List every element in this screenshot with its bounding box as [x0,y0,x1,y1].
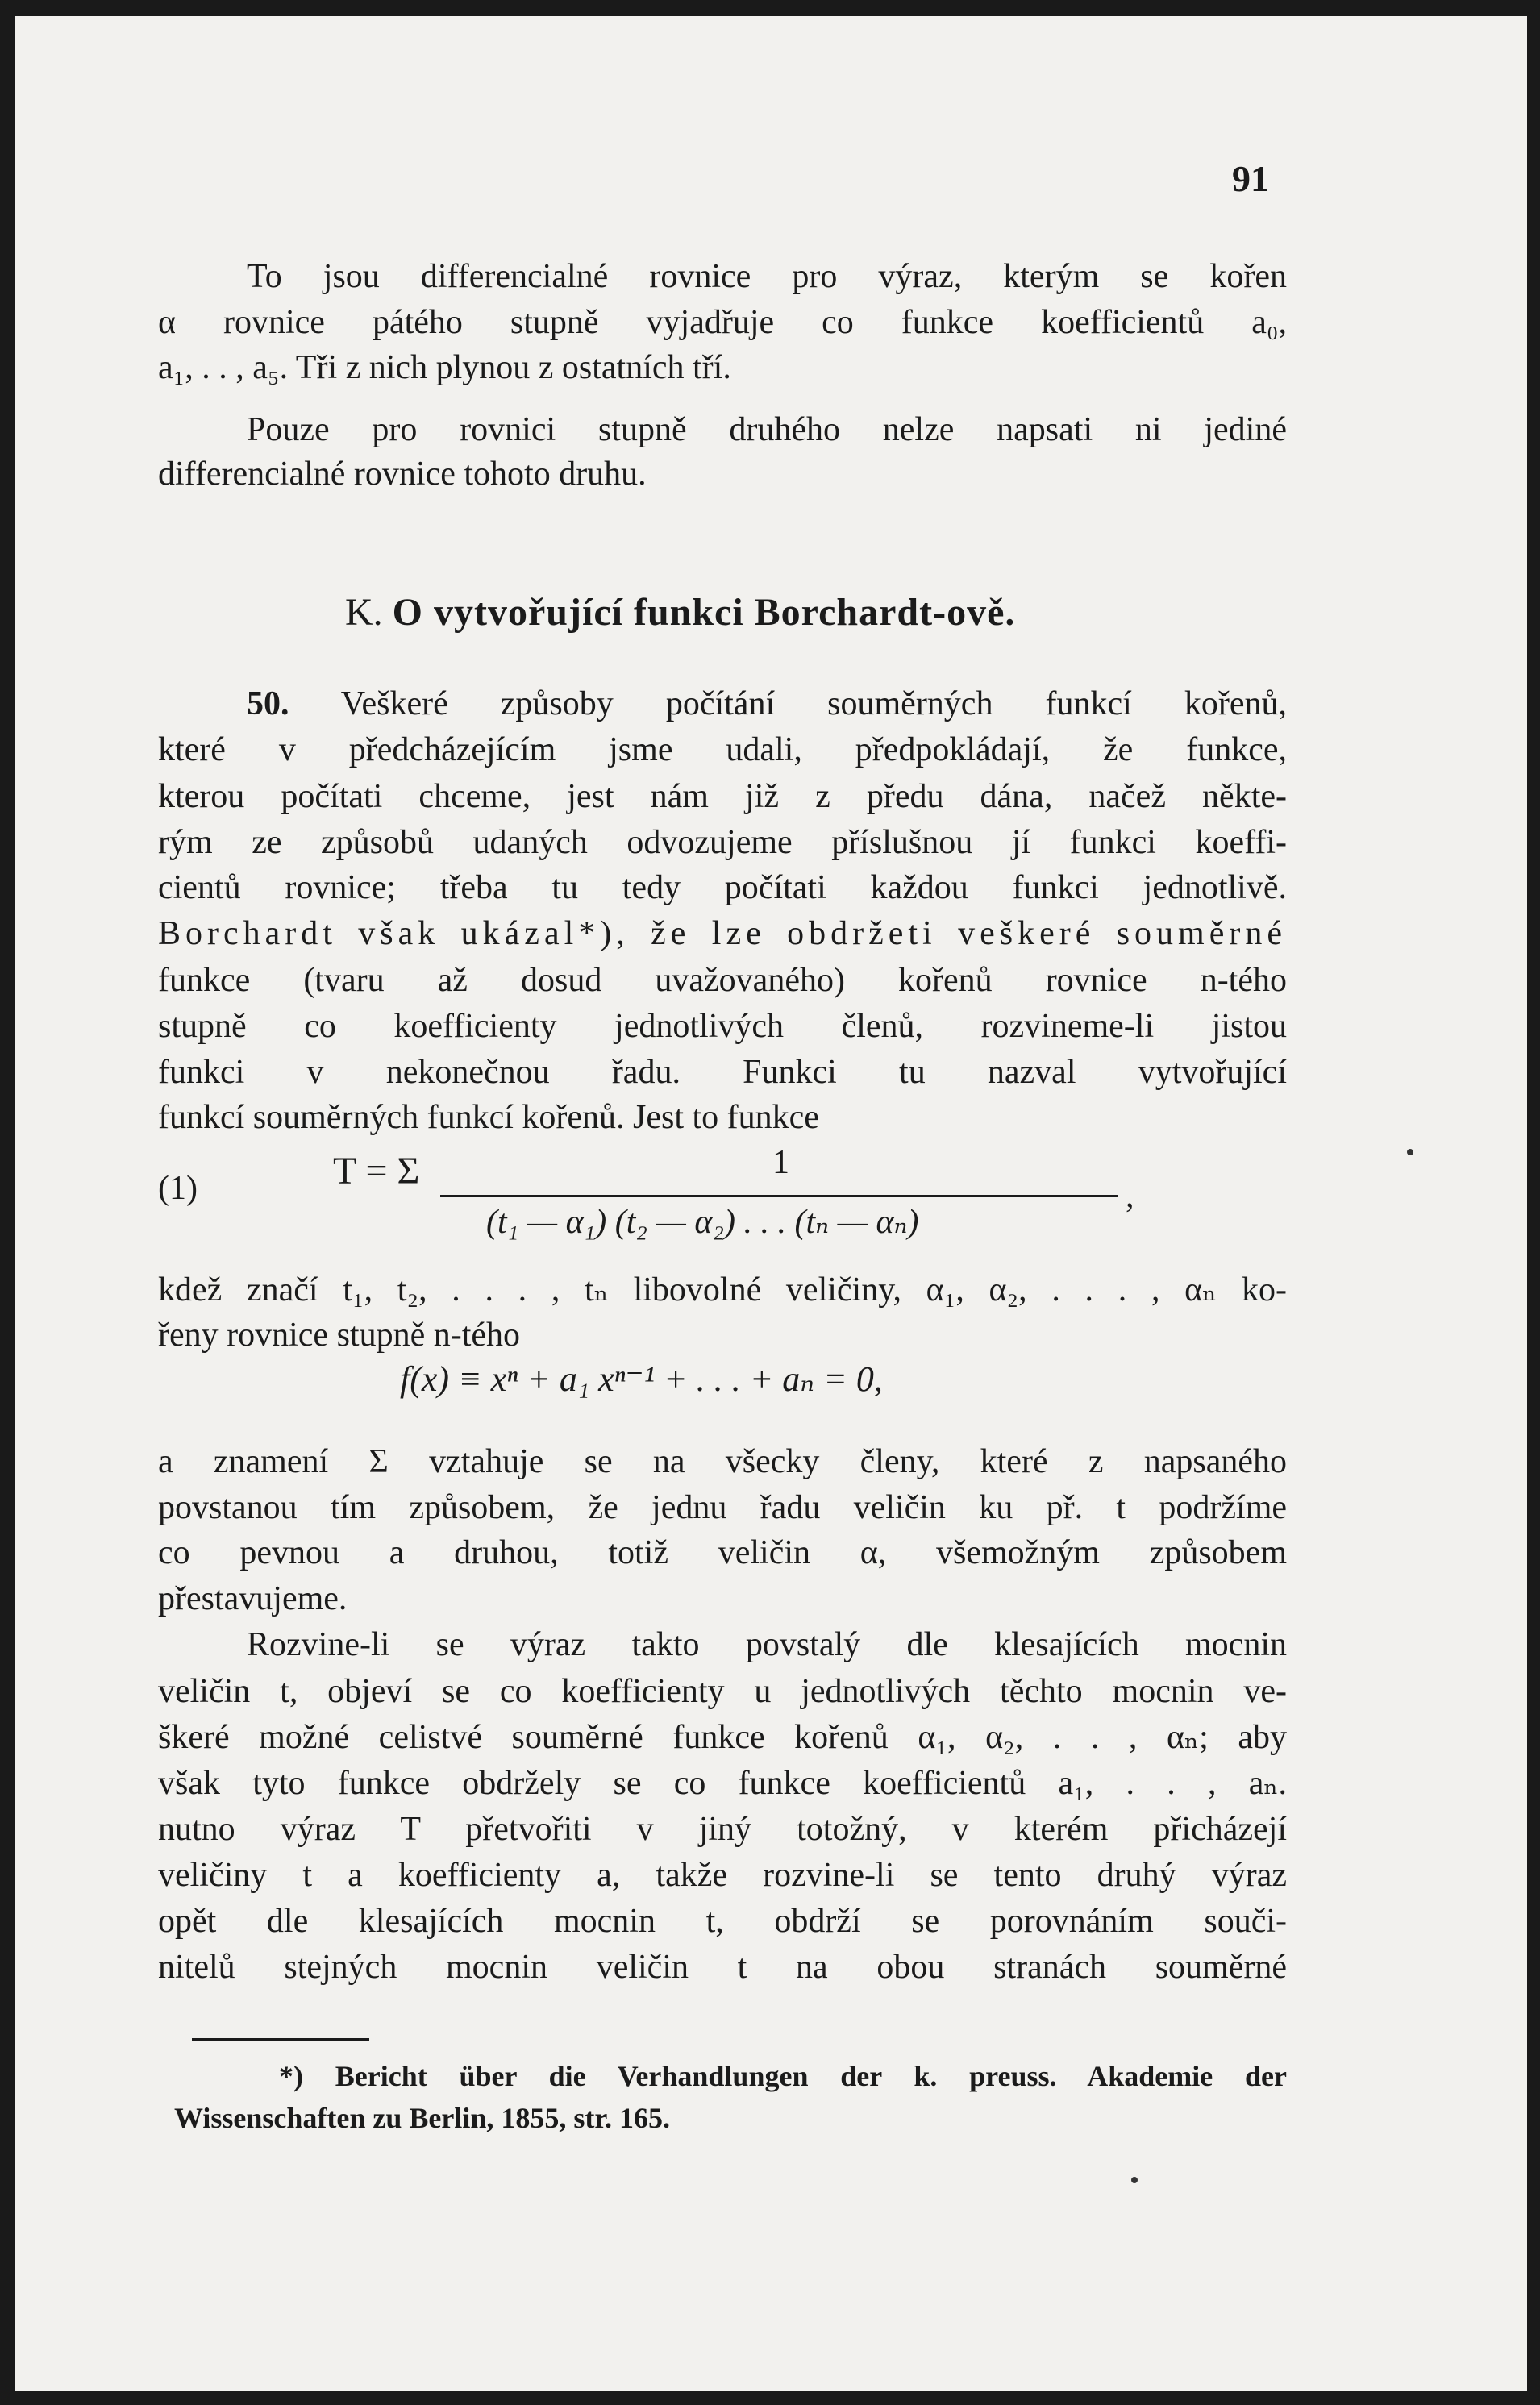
paragraph1-line-1: To jsou differencialné rovnice pro výraz, kterým se kořen [247,258,1287,295]
equation1-label: (1) [158,1170,198,1207]
paragraph5-line-5: nutno výraz T přetvořiti v jiný totožný, v kterém přicházejí [158,1811,1287,1848]
speck-mark [1407,1149,1413,1155]
footnote-line-1: *) Bericht über die Verhandlungen der k. preuss. Akademie der [279,2060,1287,2092]
footnote-rule [192,2038,369,2041]
paragraph4-line-1: a znamení Σ vztahuje se na všecky členy, které z napsaného [158,1443,1287,1480]
section-heading [345,590,1015,635]
paragraph2-line-2: differencialné rovnice tohoto druhu. [158,456,647,493]
paragraph5-line-4: však tyto funkce obdržely se co funkce koefficientů a₁, . . , aₙ. [158,1765,1287,1802]
paragraph1-line-2: α rovnice pátého stupně vyjadřuje co funkce koefficientů a₀, [158,304,1287,341]
equation2: f(x) ≡ xⁿ + a₁ xⁿ⁻¹ + . . . + aₙ = 0, [400,1359,883,1399]
fraction-bar [440,1195,1118,1197]
equation1-trail: , [1126,1178,1134,1215]
heading-prefix: K. [345,591,383,634]
paragraph2-line-1: Pouze pro rovnici stupně druhého nelze napsati ni jediné [247,411,1287,448]
section-line-6: Borchardt však ukázal*), že lze obdržeti veškeré souměrné [158,915,1287,952]
paragraph5-line-8: nitelů stejných mocnin veličin t na obou stranách souměrné [158,1949,1287,1986]
section-line-1-text: Veškeré způsoby počítání souměrných funkcí kořenů, [340,685,1287,722]
section-line-5: cientů rovnice; třeba tu tedy počítati každou funkci jednotlivě. [158,869,1287,906]
paragraph3-line-1: kdež značí t₁, t₂, . . . , tₙ libovolné veličiny, α₁, α₂, . . . , αₙ ko- [158,1271,1287,1309]
speck-mark [1131,2177,1138,2183]
section-number: 50. [247,685,289,722]
heading-title: O vytvořující funkci Borchardt-ově. [392,591,1016,634]
footnote-line-2: Wissenschaften zu Berlin, 1855, str. 165. [174,2102,671,2134]
equation1-lhs: T = Σ [333,1150,420,1192]
paragraph5-line-1: Rozvine-li se výraz takto povstalý dle klesajících mocnin [247,1626,1287,1663]
section-line-1 [247,681,1287,726]
paragraph4-line-4: přestavujeme. [158,1580,348,1617]
paragraph4-line-2: povstanou tím způsobem, že jednu řadu veličin ku př. t podržíme [158,1489,1287,1526]
section-line-9: funkci v nekonečnou řadu. Funkci tu nazval vytvořující [158,1054,1287,1091]
paragraph4-line-3: co pevnou a druhou, totiž veličin α, všemožným způsobem [158,1534,1287,1571]
section-line-4: rým ze způsobů udaných odvozujeme příslušnou jí funkci koeffi- [158,824,1287,861]
paragraph5-line-6: veličiny t a koefficienty a, takže rozvine-li se tento druhý výraz [158,1857,1287,1894]
paragraph5-line-2: veličin t, objeví se co koefficienty u jednotlivých těchto mocnin ve- [158,1673,1287,1710]
section-line-10: funkcí souměrných funkcí kořenů. Jest to funkce [158,1099,819,1136]
paragraph5-line-3: škeré možné celistvé souměrné funkce kořenů α₁, α₂, . . , αₙ; aby [158,1719,1287,1756]
equation1-denominator: (t₁ — α₁) (t₂ — α₂) . . . (tₙ — αₙ) [486,1204,919,1241]
paragraph1-line-3: a₁, . . , a₅. Tři z nich plynou z ostatních tří. [158,349,731,386]
page-number: 91 [1232,158,1269,199]
paragraph5-line-7: opět dle klesajících mocnin t, obdrží se porovnáním souči- [158,1903,1287,1940]
section-line-8: stupně co koefficienty jednotlivých členů, rozvineme-li jistou [158,1008,1287,1045]
section-line-7: funkce (tvaru až dosud uvažovaného) kořenů rovnice n-tého [158,962,1287,999]
paragraph3-line-2: řeny rovnice stupně n-tého [158,1317,521,1354]
equation1-numerator: 1 [772,1144,789,1181]
section-line-3: kterou počítati chceme, jest nám již z předu dána, načež někte- [158,778,1287,815]
section-line-2: které v předcházejícím jsme udali, předpokládají, že funkce, [158,731,1287,768]
book-page [15,16,1527,2391]
